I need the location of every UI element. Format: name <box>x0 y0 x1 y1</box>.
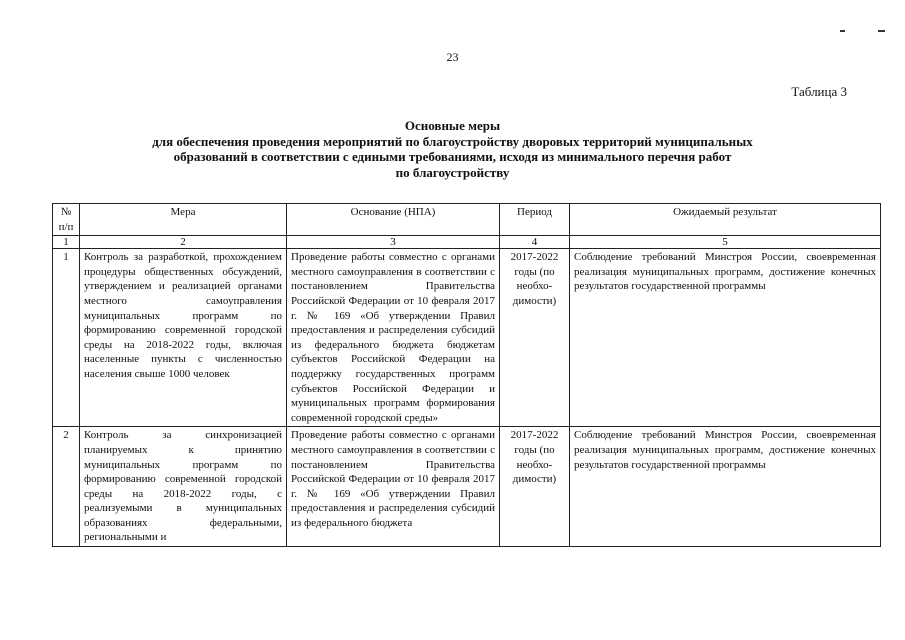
document-title <box>60 118 845 180</box>
column-number: 5 <box>570 236 881 249</box>
scan-mark <box>878 30 885 32</box>
table-row <box>53 249 881 427</box>
table-header-row <box>53 204 881 236</box>
measure-cell: Контроль за разработкой, прохождением процедуры общественных обсуждений, утверждением и реализацией органами местного самоуправления муниципальных программ по формированию современной городской среды на 2018-2022 годы, включая населенные пункты с численностью населения свыше 1000 человек <box>80 249 287 427</box>
column-number: 3 <box>287 236 500 249</box>
page-number: 23 <box>446 50 459 64</box>
period-cell: 2017-2022 годы (по необхо-димости) <box>500 427 570 547</box>
result-cell: Соблюдение требований Минстроя России, своевременная реализация муниципальных программ, достижение конечных результатов государственной программы <box>570 427 881 547</box>
title-line: Основные меры <box>404 118 501 133</box>
basis-cell: Проведение работы совместно с органами местного самоуправления в соответствии с постановлением Правительства Российской Федерации от 10 февраля 2017 г. № 169 «Об утверждении Правил предоставления и распределения субсидий из федерального бюджета <box>287 427 500 547</box>
period-cell: 2017-2022 годы (по необхо-димости) <box>500 249 570 427</box>
title-line: по благоустройству <box>395 164 510 180</box>
column-number: 1 <box>53 236 80 249</box>
title-line: для обеспечения проведения мероприятий по благоустройству дворовых территорий муниципальных <box>152 133 753 149</box>
header-period: Период <box>500 204 570 236</box>
header-result: Ожидаемый результат <box>570 204 881 236</box>
measure-cell: Контроль за синхронизацией планируемых к принятию муниципальных программ по формированию современной городской среды на 2018-2022 годы, с реализуемыми в муниципальных образованиях федеральными, региональными и <box>80 427 287 547</box>
row-number: 2 <box>53 427 80 547</box>
table-row <box>53 427 881 547</box>
result-cell: Соблюдение требований Минстроя России, своевременная реализация муниципальных программ, достижение конечных результатов государственной программы <box>570 249 881 427</box>
column-number-row <box>53 236 881 249</box>
header-measure: Мера <box>80 204 287 236</box>
table-caption: Таблица 3 <box>791 84 847 99</box>
column-number: 4 <box>500 236 570 249</box>
column-number: 2 <box>80 236 287 249</box>
title-line: образований в соответствии с едиными требованиями, исходя из минимального перечня работ <box>173 149 732 164</box>
basis-cell: Проведение работы совместно с органами местного самоуправления в соответствии с постановлением Правительства Российской Федерации от 10 февраля 2017 г. № 169 «Об утверждении Правил предоставления и распределения субсидий из федерального бюджета бюджетам субъектов Российской Федерации на поддержку государственных программ субъектов Российской Федерации и муниципальных программ формирования современной городской среды» <box>287 249 500 427</box>
header-num: № п/п <box>53 204 80 236</box>
scan-mark <box>840 30 845 32</box>
row-number: 1 <box>53 249 80 427</box>
header-basis: Основание (НПА) <box>287 204 500 236</box>
measures-table <box>52 203 881 547</box>
